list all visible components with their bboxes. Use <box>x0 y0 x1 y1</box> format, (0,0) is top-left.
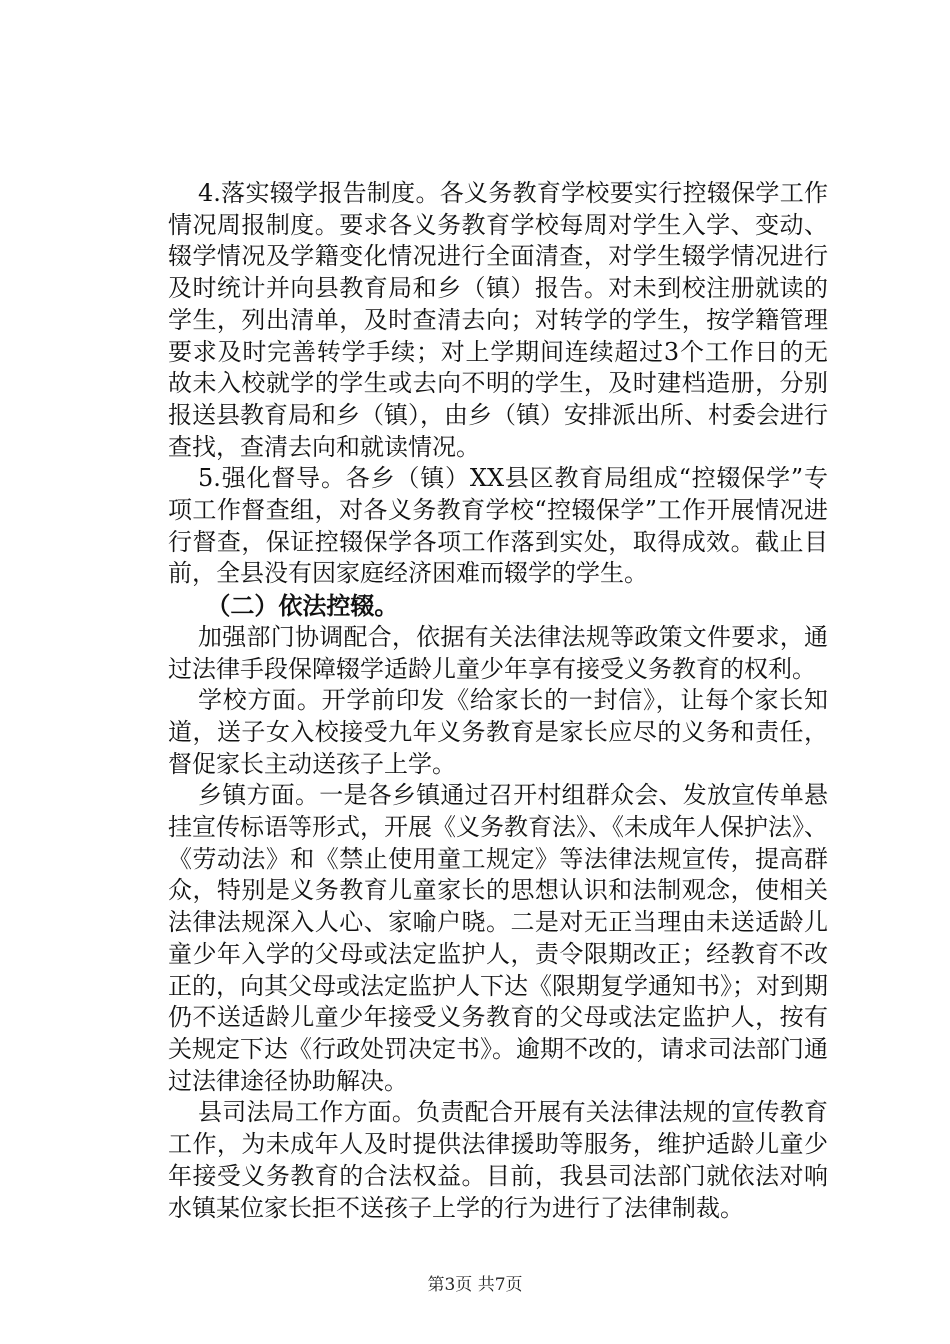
paragraph-supervision: 5.强化督导。各乡（镇）XX县区教育局组成“控辍保学”专项工作督查组，对各义务教育学校“控辍保学”工作开展情况进行督查，保证控辍保学各项工作落到实处，取得成效。截止目前，全县没有因家庭经济困难而辍学的学生。 <box>168 464 828 588</box>
paragraph-coordination: 加强部门协调配合，依据有关法律法规等政策文件要求，通过法律手段保障辍学适龄儿童少年享有接受义务教育的权利。 <box>168 622 828 683</box>
document-body <box>168 178 828 1224</box>
paragraph-township: 乡镇方面。一是各乡镇通过召开村组群众会、发放宣传单悬挂宣传标语等形式，开展《义务教育法》、《未成年人保护法》、《劳动法》和《禁止使用童工规定》等法律法规宣传，提高群众，特别是义务教育儿童家长的思想认识和法制观念，使相关法律法规深入人心、家喻户晓。二是对无正当理由未送适龄儿童少年入学的父母或法定监护人，责令限期改正；经教育不改正的，向其父母或法定监护人下达《限期复学通知书》；对到期仍不送适龄儿童少年接受义务教育的父母或法定监护人，按有关规定下达《行政处罚决定书》。逾期不改的，请求司法部门通过法律途径协助解决。 <box>168 781 828 1095</box>
paragraph-dropout-report: 4.落实辍学报告制度。各义务教育学校要实行控辍保学工作情况周报制度。要求各义务教育学校每周对学生入学、变动、辍学情况及学籍变化情况进行全面清查，对学生辍学情况进行及时统计并向县教育局和乡（镇）报告。对未到校注册就读的学生，列出清单，及时查清去向；对转学的学生，按学籍管理要求及时完善转学手续；对上学期间连续超过3个工作日的无故未入校就学的学生或去向不明的学生，及时建档造册，分别报送县教育局和乡（镇），由乡（镇）安排派出所、村委会进行查找，查清去向和就读情况。 <box>168 179 828 461</box>
paragraph-judicial: 县司法局工作方面。负责配合开展有关法律法规的宣传教育工作，为未成年人及时提供法律援助等服务，维护适龄儿童少年接受义务教育的合法权益。目前，我县司法部门就依法对响水镇某位家长拒不送孩子上学的行为进行了法律制裁。 <box>168 1098 828 1222</box>
section-heading-legal: （二）依法控辍。 <box>206 591 399 621</box>
page-footer: 第3页 共7页 <box>427 1275 523 1295</box>
paragraph-school: 学校方面。开学前印发《给家长的一封信》，让每个家长知道，送子女入校接受九年义务教育是家长应尽的义务和责任，督促家长主动送孩子上学。 <box>168 686 828 778</box>
